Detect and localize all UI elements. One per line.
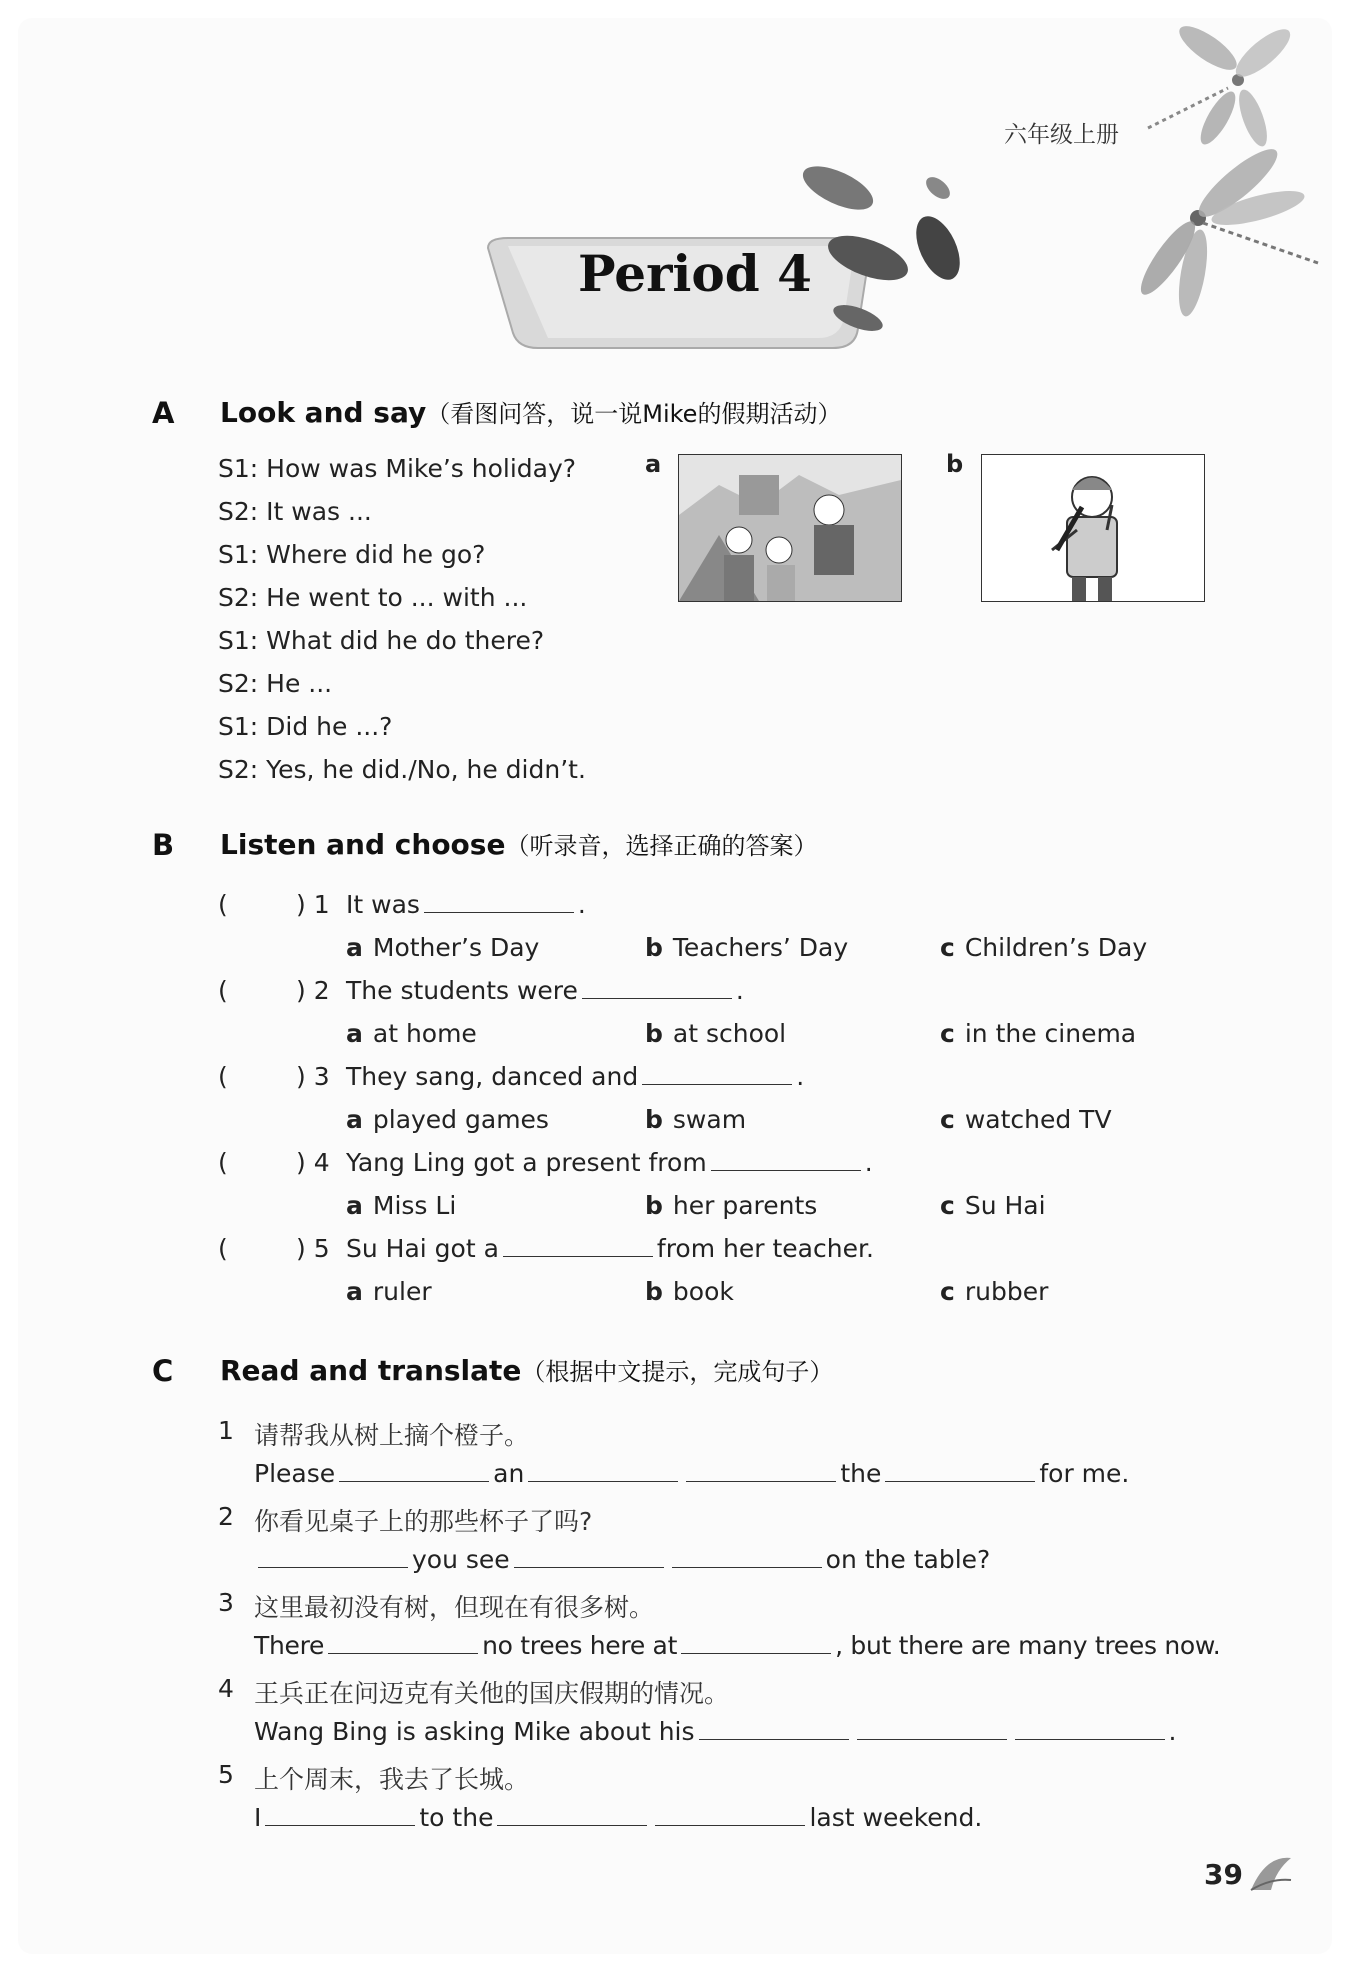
translation-sentence: There no trees here at , but there are many trees now. [254, 1631, 1221, 1660]
section-a-title [220, 394, 841, 429]
item-number: 2 [218, 1502, 234, 1531]
answer-blank[interactable] [339, 1459, 489, 1482]
great-wall-illustration-icon [679, 455, 901, 601]
item-number: 1 [218, 1416, 234, 1445]
answer-paren-open[interactable]: ( [218, 976, 228, 1005]
boy-eating-illustration-icon [982, 455, 1204, 601]
question-number: ) 5 [296, 1234, 330, 1263]
section-a-title-en: Look and say [220, 396, 427, 429]
option-a[interactable]: a at home [346, 1019, 477, 1048]
answer-blank[interactable] [582, 976, 732, 999]
item-number: 3 [218, 1588, 234, 1617]
dialogue-line: S1: Where did he go? [218, 540, 486, 569]
question-text: It was . [346, 890, 586, 919]
question-text: Su Hai got a from her teacher. [346, 1234, 874, 1263]
question-number: ) 3 [296, 1062, 330, 1091]
option-c[interactable]: c Su Hai [940, 1191, 1046, 1220]
answer-blank[interactable] [681, 1631, 831, 1654]
question-text: They sang, danced and . [346, 1062, 805, 1091]
grade-label: 六年级上册 [1004, 122, 1119, 148]
option-a[interactable]: a Miss Li [346, 1191, 457, 1220]
dialogue-line: S1: What did he do there? [218, 626, 545, 655]
answer-blank[interactable] [424, 890, 574, 913]
answer-blank[interactable] [503, 1234, 653, 1257]
option-c[interactable]: c Children’s Day [940, 933, 1148, 962]
section-letter-b: B [152, 828, 175, 862]
question-text: The students were . [346, 976, 744, 1005]
section-b-title-cn: （听录音，选择正确的答案） [505, 832, 818, 860]
section-c-title-cn: （根据中文提示，完成句子） [521, 1358, 834, 1386]
dialogue-line: S1: Did he ...? [218, 712, 393, 741]
dialogue-line: S2: He ... [218, 669, 333, 698]
answer-paren-open[interactable]: ( [218, 890, 228, 919]
option-b[interactable]: b her parents [645, 1191, 818, 1220]
period-title: Period 4 [578, 244, 812, 303]
chinese-prompt: 王兵正在问迈克有关他的国庆假期的情况。 [254, 1679, 730, 1708]
section-c-title [220, 1352, 833, 1387]
option-b[interactable]: b Teachers’ Day [645, 933, 849, 962]
question-number: ) 4 [296, 1148, 330, 1177]
section-b-title-en: Listen and choose [220, 828, 506, 861]
option-b[interactable]: b at school [645, 1019, 787, 1048]
leaf-icon [1246, 1850, 1296, 1894]
picture-b-label: b [946, 450, 964, 478]
translation-sentence: I to the last weekend. [254, 1803, 983, 1832]
answer-blank[interactable] [642, 1062, 792, 1085]
answer-blank[interactable] [1015, 1717, 1165, 1740]
dragonfly-right-icon [1118, 138, 1332, 318]
dialogue-line: S2: He went to ... with ... [218, 583, 528, 612]
fish-icon [788, 148, 988, 348]
section-letter-a: A [152, 396, 175, 430]
chinese-prompt: 你看见桌子上的那些杯子了吗? [254, 1507, 593, 1536]
option-b[interactable]: b book [645, 1277, 734, 1306]
answer-blank[interactable] [528, 1459, 678, 1482]
answer-blank[interactable] [686, 1459, 836, 1482]
workbook-page [18, 18, 1332, 1954]
translation-sentence: you see on the table? [254, 1545, 990, 1574]
page-number: 39 [1204, 1858, 1243, 1891]
answer-blank[interactable] [265, 1803, 415, 1826]
answer-blank[interactable] [857, 1717, 1007, 1740]
option-a[interactable]: a played games [346, 1105, 549, 1134]
option-a[interactable]: a Mother’s Day [346, 933, 540, 962]
dialogue-line: S2: Yes, he did./No, he didn’t. [218, 755, 586, 784]
answer-blank[interactable] [258, 1545, 408, 1568]
item-number: 5 [218, 1760, 234, 1789]
translation-sentence: Wang Bing is asking Mike about his . [254, 1717, 1177, 1746]
picture-boy-eating [981, 454, 1205, 602]
answer-paren-open[interactable]: ( [218, 1234, 228, 1263]
dialogue-line: S2: It was ... [218, 497, 372, 526]
section-b-title [220, 826, 817, 861]
answer-paren-open[interactable]: ( [218, 1148, 228, 1177]
picture-great-wall [678, 454, 902, 602]
section-c-title-en: Read and translate [220, 1354, 522, 1387]
answer-blank[interactable] [711, 1148, 861, 1171]
question-text: Yang Ling got a present from . [346, 1148, 873, 1177]
dialogue-line: S1: How was Mike’s holiday? [218, 454, 577, 483]
option-a[interactable]: a ruler [346, 1277, 432, 1306]
answer-blank[interactable] [885, 1459, 1035, 1482]
dragonfly-top-icon [1128, 18, 1328, 158]
answer-blank[interactable] [672, 1545, 822, 1568]
answer-blank[interactable] [328, 1631, 478, 1654]
section-letter-c: C [152, 1354, 174, 1388]
answer-blank[interactable] [699, 1717, 849, 1740]
option-c[interactable]: c watched TV [940, 1105, 1112, 1134]
chinese-prompt: 请帮我从树上摘个橙子。 [254, 1421, 530, 1450]
option-b[interactable]: b swam [645, 1105, 747, 1134]
answer-paren-open[interactable]: ( [218, 1062, 228, 1091]
picture-a-label: a [645, 450, 662, 478]
option-c[interactable]: c rubber [940, 1277, 1049, 1306]
answer-blank[interactable] [655, 1803, 805, 1826]
section-a-title-cn: （看图问答，说一说Mike的假期活动） [426, 400, 842, 428]
question-number: ) 2 [296, 976, 330, 1005]
item-number: 4 [218, 1674, 234, 1703]
chinese-prompt: 这里最初没有树，但现在有很多树。 [254, 1593, 655, 1622]
translation-sentence: Please an the for me. [254, 1459, 1130, 1488]
answer-blank[interactable] [514, 1545, 664, 1568]
option-c[interactable]: c in the cinema [940, 1019, 1137, 1048]
question-number: ) 1 [296, 890, 330, 919]
answer-blank[interactable] [497, 1803, 647, 1826]
chinese-prompt: 上个周末，我去了长城。 [254, 1765, 530, 1794]
